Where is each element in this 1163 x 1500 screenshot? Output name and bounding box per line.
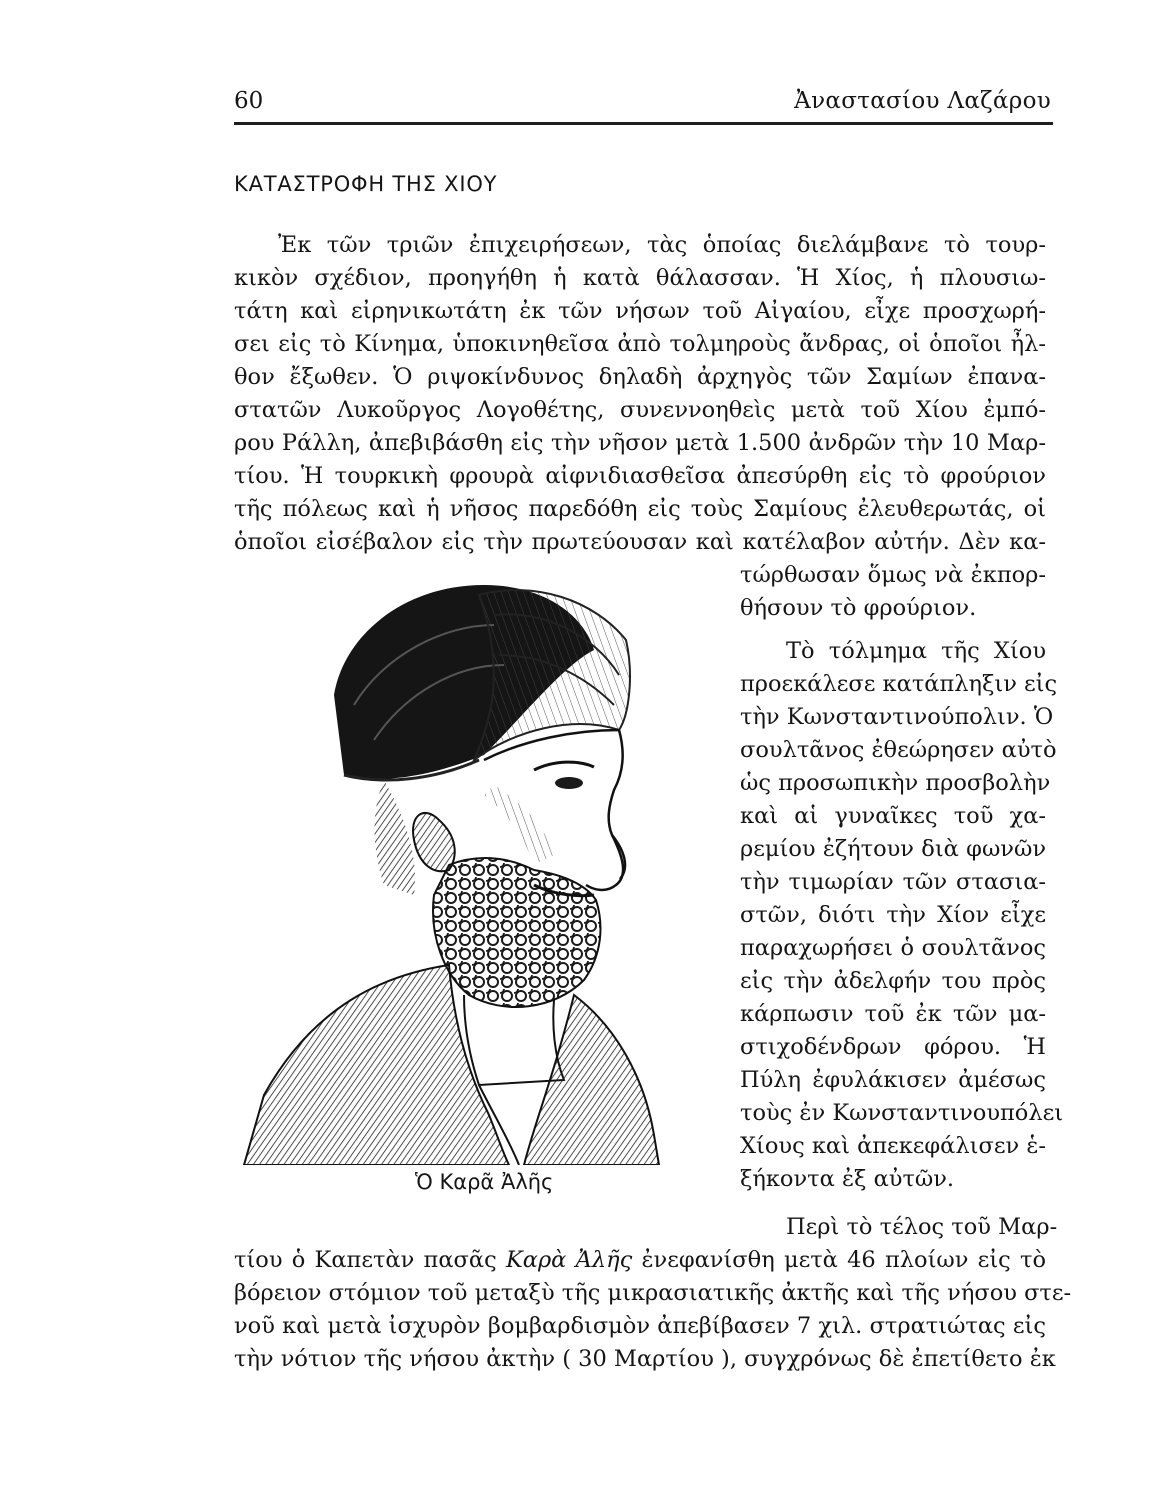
body-line: ξήκοντα ἐξ αὐτῶν.	[740, 1166, 955, 1192]
body-line: ρεμίου ἐζήτουν διὰ φωνῶν	[740, 836, 1046, 862]
ear	[413, 813, 455, 871]
body-line: στατῶν Λυκοῦργος Λογοθέτης, συνεννοηθεὶς μετὰ τοῦ Χίου ἐμπό-	[234, 397, 1046, 423]
body-line: κάρπωσιν τοῦ ἐκ τῶν μα-	[740, 1001, 1046, 1027]
body-line: Περὶ τὸ τέλος τοῦ Μαρ-	[786, 1214, 1058, 1240]
section-title: ΚΑΤΑΣΤΡΟΦΗ ΤΗΣ ΧΙΟΥ	[234, 172, 498, 196]
body-line: Πύλη ἐφυλάκισεν ἀμέσως	[740, 1067, 1046, 1093]
line-text: τίου ὁ Καπετὰν πασᾶς	[234, 1247, 497, 1273]
body-line: Ἐκ τῶν τριῶν ἐπιχειρήσεων, τὰς ὁποίας διελάμβανε τὸ τουρ-	[278, 232, 1046, 258]
body-line: Τὸ τόλμημα τῆς Χίου	[786, 638, 1046, 664]
body-line: εἰς τὴν ἀδελφήν του πρὸς	[740, 968, 1046, 994]
body-line: βόρειον στόμιον τοῦ μεταξὺ τῆς μικρασιατικῆς ἀκτῆς καὶ τῆς νήσου στε-	[234, 1280, 1072, 1306]
body-line: στῶν, διότι τὴν Χίον εἶχε	[740, 902, 1046, 928]
body-line: ὁποῖοι εἰσέβαλον εἰς τὴν πρωτεύουσαν καὶ κατέλαβον αὐτήν. Δὲν κα-	[234, 529, 1046, 555]
body-line: στιχοδένδρων φόρου. Ἡ	[740, 1034, 1046, 1060]
body-line: νοῦ καὶ μετὰ ἰσχυρὸν βομβαρδισμὸν ἀπεβίβασεν 7 χιλ. στρατιώτας εἰς	[234, 1313, 1046, 1339]
body-line: τάτη καὶ εἰρηνικωτάτη ἐκ τῶν νήσων τοῦ Αἰγαίου, εἶχε προσχωρή-	[234, 298, 1046, 324]
page-number: 60	[234, 88, 264, 114]
body-line: καὶ αἱ γυναῖκες τοῦ χα-	[740, 803, 1046, 829]
running-head: Ἀναστασίου Λαζάρου	[794, 88, 1051, 114]
portrait-engraving	[234, 555, 734, 1165]
body-line: παραχωρήσει ὁ σουλτᾶνος	[740, 935, 1046, 961]
italic-name: Καρὰ Ἀλῆς	[505, 1247, 633, 1273]
line-text: ἐνεφανίσθη μετὰ 46 πλοίων εἰς τὸ	[641, 1247, 1046, 1273]
body-line: θήσουν τὸ φρούριον.	[740, 595, 977, 621]
body-line: τῆς πόλεως καὶ ἡ νῆσος παρεδόθη εἰς τοὺς Σαμίους ἐλευθερωτάς, οἱ	[234, 496, 1046, 522]
body-line: τίου. Ἡ τουρκικὴ φρουρὰ αἰφνιδιασθεῖσα ἀπεσύρθη εἰς τὸ φρούριον	[234, 463, 1046, 489]
body-line: κικὸν σχέδιον, προηγήθη ἡ κατὰ θάλασσαν. Ἡ Χίος, ἡ πλουσιω-	[234, 265, 1046, 291]
body-line: ὡς προσωπικὴν προσβολὴν	[740, 770, 1051, 796]
body-line: θον ἔξωθεν. Ὁ ριψοκίνδυνος δηλαδὴ ἀρχηγὸς τῶν Σαμίων ἐπανα-	[234, 364, 1046, 390]
body-line: τὴν Κωνσταντινούπολιν. Ὁ	[740, 704, 1054, 730]
body-line: σουλτᾶνος ἐθεώρησεν αὐτὸ	[740, 737, 1057, 763]
body-line: τοὺς ἐν Κωνσταντινουπόλει	[740, 1100, 1064, 1126]
figure-caption: Ὁ Καρᾶ Ἀλῆς	[415, 1170, 554, 1194]
body-line: τώρθωσαν ὅμως νὰ ἐκπορ-	[740, 562, 1046, 588]
body-line: Χίους καὶ ἀπεκεφάλισεν ἑ-	[740, 1133, 1046, 1159]
body-line: τὴν τιμωρίαν τῶν στασια-	[740, 869, 1046, 895]
body-line: ρου Ράλλη, ἀπεβιβάσθη εἰς τὴν νῆσον μετὰ 1.500 ἀνδρῶν τὴν 10 Μαρ-	[234, 430, 1046, 456]
body-line: προεκάλεσε κατάπληξιν εἰς	[740, 671, 1058, 697]
body-line: τὴν νότιον τῆς νήσου ἀκτὴν ( 30 Μαρτίου ), συγχρόνως δὲ ἐπετίθετο ἐκ	[234, 1346, 1056, 1372]
header-rule	[234, 122, 1053, 125]
beard	[433, 858, 600, 1007]
collar	[464, 995, 564, 1085]
body-line: σει εἰς τὸ Κίνημα, ὑποκινηθεῖσα ἀπὸ τολμηροὺς ἄνδρας, οἱ ὁποῖοι ἦλ-	[234, 331, 1046, 357]
body-line	[234, 1245, 1046, 1275]
